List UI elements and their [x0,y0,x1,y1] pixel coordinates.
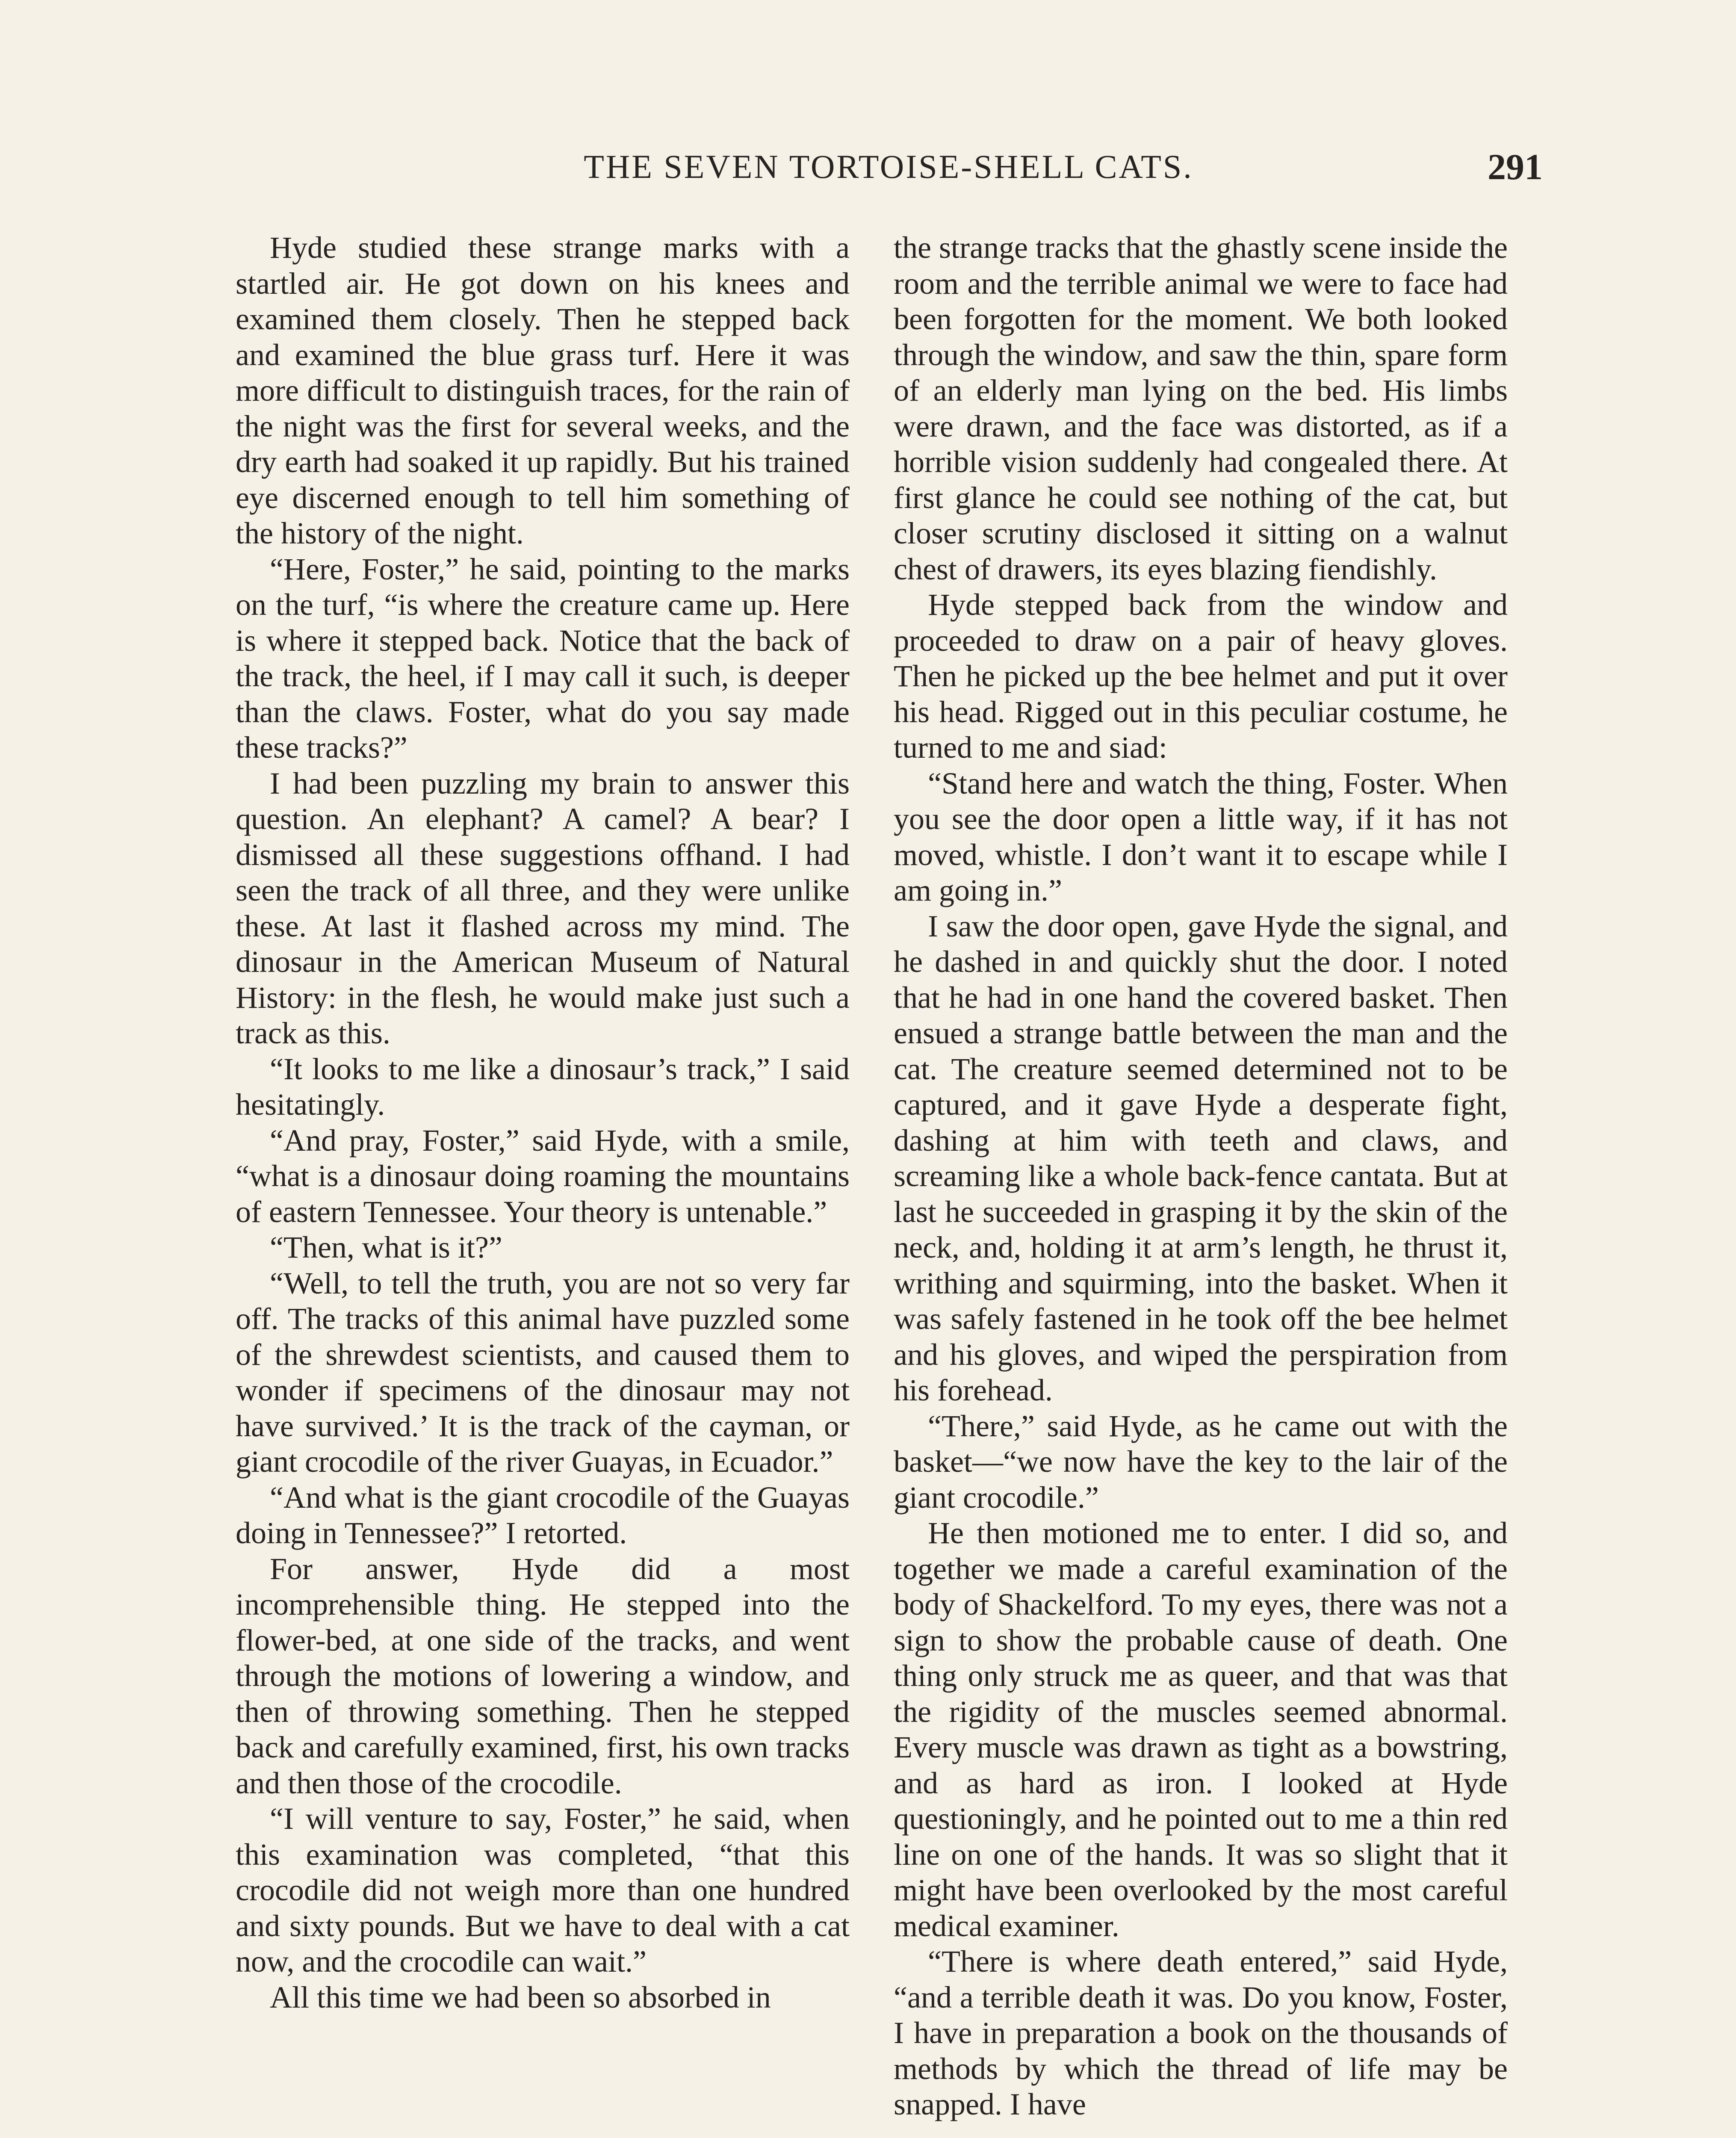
left-column [236,230,850,2015]
right-column [894,230,1508,2123]
paragraph: “Well, to tell the truth, you are not so very far off. The tracks of this animal have puzzled some of the shrewdest scientists, and caused them to wonder if specimens of the dinosaur may not have survived.’ It is the track of the cayman, or giant crocodile of the river Guayas, in Ecuador.” [236,1266,850,1479]
page-number: 291 [1488,146,1543,187]
paragraph: “And what is the giant crocodile of the Guayas doing in Tennessee?” I retorted. [236,1480,850,1550]
paragraph: “And pray, Foster,” said Hyde, with a smile, “what is a dinosaur doing roaming the mountains of eastern Tennessee. Your theory is untenable.” [236,1123,850,1229]
paragraph-continued: the strange tracks that the ghastly scene inside the room and the terrible animal we were to face had been forgotten for the moment. We both looked through the window, and saw the thin, spare form of an elderly man lying on the bed. His limbs were drawn, and the face was distorted, as if a horrible vision suddenly had congealed there. At first glance he could see nothing of the cat, but closer scrutiny disclosed it sitting on a walnut chest of drawers, its eyes blazing fiendishly. [894,230,1508,586]
paragraph: “There,” said Hyde, as he came out with the basket—“we now have the key to the lair of the giant crocodile.” [894,1409,1508,1515]
paragraph: Hyde stepped back from the window and proceeded to draw on a pair of heavy gloves. Then he picked up the bee helmet and put it over his head. Rigged out in this peculiar costume, he turned to me and siad: [894,588,1508,765]
paragraph: “It looks to me like a dinosaur’s track,” I said hesitatingly. [236,1051,850,1122]
paragraph: I saw the door open, gave Hyde the signal, and he dashed in and quickly shut the door. I noted that he had in one hand the covered basket. Then ensued a strange battle between the man and the cat. The creature seemed determined not to be captured, and it gave Hyde a desperate fight, dashing at him with teeth and claws, and screaming like a whole back-fence cantata. But at last he succeeded in grasping it by the skin of the neck, and, holding it at arm’s length, he thrust it, writhing and squirming, into the basket. When it was safely fastened in he took off the bee helmet and his gloves, and wiped the perspiration from his forehead. [894,909,1508,1407]
paragraph: All this time we had been so absorbed in [270,1980,771,2014]
paragraph: “There is where death entered,” said Hyde, “and a terrible death it was. Do you know, Foster, I have in preparation a book on the thousands of methods by which the thread of life may be snapped. I have [894,1944,1508,2121]
page-header [234,141,1543,192]
paragraph: He then motioned me to enter. I did so, and together we made a careful examination of the body of Shackelford. To my eyes, there was not a sign to show the probable cause of death. One thing only struck me as queer, and that was that the rigidity of the muscles seemed abnormal. Every muscle was drawn as tight as a bowstring, and as hard as iron. I looked at Hyde questioningly, and he pointed out to me a thin red line on one of the hands. It was so slight that it might have been overlooked by the most careful medical examiner. [894,1516,1508,1943]
paragraph: “I will venture to say, Foster,” he said, when this examination was completed, “that this crocodile did not weigh more than one hundred and sixty pounds. But we have to deal with a cat now, and the crocodile can wait.” [236,1801,850,1979]
paragraph: “Stand here and watch the thing, Foster. When you see the door open a little way, if it has not moved, whistle. I don’t want it to escape while I am going in.” [894,766,1508,907]
paragraph: Hyde studied these strange marks with a startled air. He got down on his knees and examined them closely. Then he stepped back and examined the blue grass turf. Here it was more difficult to distinguish traces, for the rain of the night was the first for several weeks, and the dry earth had soaked it up rapidly. But his trained eye discerned enough to tell him something of the history of the night. [236,230,850,550]
running-title: THE SEVEN TORTOISE-SHELL CATS. [584,148,1193,185]
paragraph: “Here, Foster,” he said, pointing to the marks on the turf, “is where the creature came up. Here is where it stepped back. Notice that the back of the track, the heel, if I may call it such, is deeper than the claws. Foster, what do you say made these tracks?” [236,552,850,765]
paragraph: “Then, what is it?” [270,1230,502,1264]
paragraph: I had been puzzling my brain to answer this question. An elephant? A camel? A bear? I dismissed all these suggestions offhand. I had seen the track of all three, and they were unlike these. At last it flashed across my mind. The dinosaur in the American Museum of Natural History: in the flesh, he would make just such a track as this. [236,766,850,1050]
paragraph: For answer, Hyde did a most incomprehensible thing. He stepped into the flower-bed, at one side of the tracks, and went through the motions of lowering a window, and then of throwing something. Then he stepped back and carefully examined, first, his own tracks and then those of the crocodile. [236,1551,850,1800]
